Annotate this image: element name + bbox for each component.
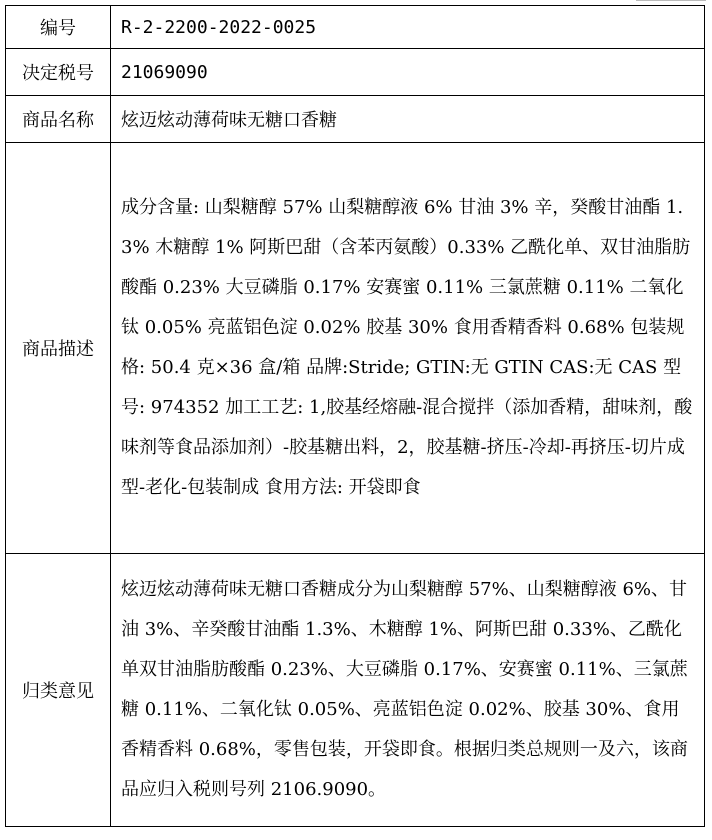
label-description: 商品描述 bbox=[6, 143, 111, 554]
value-product-name: 炫迈炫动薄荷味无糖口香糖 bbox=[111, 96, 705, 143]
row-description bbox=[6, 143, 705, 554]
row-opinion bbox=[6, 554, 705, 827]
value-number: R-2-2200-2022-0025 bbox=[111, 6, 705, 49]
row-product-name bbox=[6, 96, 705, 143]
row-tax-no bbox=[6, 49, 705, 96]
value-tax-no: 21069090 bbox=[111, 49, 705, 96]
label-tax-no: 决定税号 bbox=[6, 49, 111, 96]
label-number: 编号 bbox=[6, 6, 111, 49]
value-opinion: 炫迈炫动薄荷味无糖口香糖成分为山梨糖醇 57%、山梨糖醇液 6%、甘油 3%、辛癸酸甘油酯 1.3%、木糖醇 1%、阿斯巴甜 0.33%、乙酰化单双甘油脂肪酸酯 0.23%、大豆磷脂 0.17%、安赛蜜 0.11%、三氯蔗糖 0.11%、二氧化钛 0.05%、亮蓝铝色淀 0.02%、胶基 30%、食用香精香料 0.68%，零售包装，开袋即食。根据归类总规则一及六，该商品应归入税则号列 2106.9090。 bbox=[111, 554, 705, 827]
value-description: 成分含量: 山梨糖醇 57% 山梨糖醇液 6% 甘油 3% 辛，癸酸甘油酯 1.3% 木糖醇 1% 阿斯巴甜（含苯丙氨酸）0.33% 乙酰化单、双甘油脂肪酸酯 0.23% 大豆磷脂 0.17% 安赛蜜 0.11% 三氯蔗糖 0.11% 二氧化钛 0.05% 亮蓝铝色淀 0.02% 胶基 30% 食用香精香料 0.68% 包装规格: 50.4 克×36 盒/箱 品牌:Stride; GTIN:无 GTIN CAS:无 CAS 型号: 974352 加工工艺: 1,胶基经熔融-混合搅拌（添加香精，甜味剂，酸味剂等食品添加剂）-胶基糖出料，2，胶基糖-挤压-冷却-再挤压-切片成型-老化-包装制成 食用方法: 开袋即食 bbox=[111, 143, 705, 554]
ruling-table bbox=[5, 5, 705, 827]
corner-rule bbox=[636, 0, 706, 1]
label-product-name: 商品名称 bbox=[6, 96, 111, 143]
row-number bbox=[6, 6, 705, 49]
label-opinion: 归类意见 bbox=[6, 554, 111, 827]
